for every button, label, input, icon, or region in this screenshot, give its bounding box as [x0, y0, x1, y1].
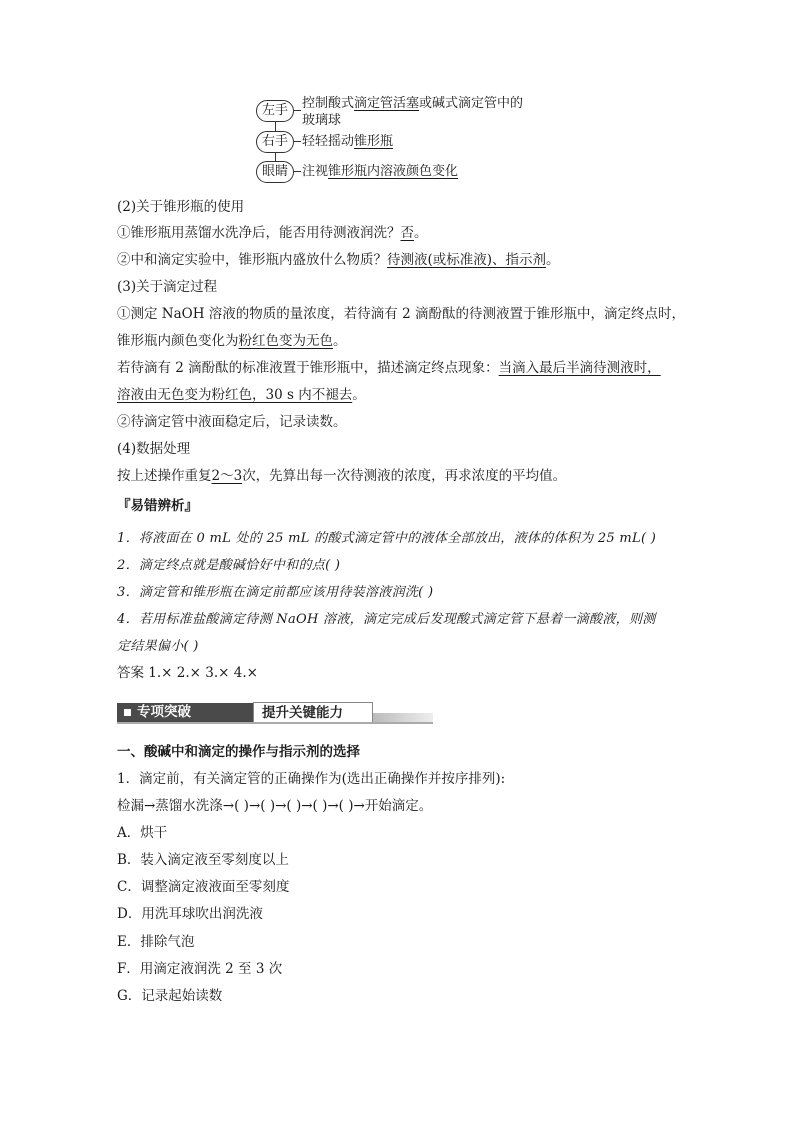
- dash-right-hand: [294, 141, 301, 142]
- square-bullet-icon: [124, 709, 131, 716]
- left-hand-desc-line2: 玻璃球: [302, 113, 342, 128]
- error-item-4: 4．若用标准盐酸滴定待测 NaOH 溶液，滴定完成后发现酸式滴定管下悬着一滴酸液，则测: [117, 612, 656, 627]
- question-1-sequence: 检漏→蒸馏水洗涤→( )→( )→( )→( )→( )→开始滴定。: [117, 798, 433, 814]
- flask-q1: ①锥形瓶用蒸馏水洗净后，能否用待测液润洗？否。: [117, 225, 428, 241]
- flask-q2: ②中和滴定实验中，锥形瓶内盛放什么物质？待测液(或标准液)、指示剂。: [117, 252, 560, 268]
- eyes-desc: 注视锥形瓶内溶液颜色变化: [302, 164, 459, 179]
- process-line-4: 溶液由无色变为粉红色，30 s 内不褪去。: [117, 387, 366, 403]
- option-g: G．记录起始读数: [117, 988, 223, 1004]
- dash-eyes: [294, 171, 301, 172]
- bracket-open: 『: [117, 498, 131, 514]
- banner-light-label: 提升关键能力: [262, 705, 343, 721]
- subheading-data-processing: (4)数据处理: [117, 441, 191, 457]
- left-hand-desc: 控制酸式滴定管活塞或碱式滴定管中的: [302, 96, 524, 111]
- answer-line: 答案 1.× 2.× 3.× 4.×: [117, 665, 258, 681]
- option-c: C．调整滴定液液面至零刻度: [117, 879, 290, 895]
- section-heading: 一、酸碱中和滴定的操作与指示剂的选择: [117, 744, 360, 760]
- data-line: 按上述操作重复2～3次，先算出每一次待测液的浓度，再求浓度的平均值。: [117, 468, 567, 484]
- option-f: F．用滴定液润洗 2 至 3 次: [117, 961, 283, 977]
- node-right-hand: 右手: [256, 131, 294, 153]
- question-1: 1．滴定前，有关滴定管的正确操作为(选出正确操作并按序排列):: [117, 771, 506, 787]
- subheading-flask-use: (2)关于锥形瓶的使用: [117, 199, 245, 215]
- right-hand-desc: 轻轻摇动锥形瓶: [302, 134, 394, 149]
- dash-left-hand: [294, 110, 301, 111]
- section-banner: [117, 702, 433, 724]
- node-eyes: 眼睛: [256, 161, 294, 183]
- banner-dark-tab: [117, 703, 253, 722]
- process-line-1: ①测定 NaOH 溶液的物质的量浓度，若待滴有 2 滴酚酞的待测液置于锥形瓶中，滴定终点时，: [117, 306, 685, 322]
- subheading-titration-process: (3)关于滴定过程: [117, 279, 218, 295]
- process-line-5: ②待滴定管中液面稳定后，记录读数。: [117, 414, 347, 430]
- error-item-3: 3．滴定管和锥形瓶在滴定前都应该用待装溶液润洗( ): [117, 585, 434, 600]
- banner-dark-label: 专项突破: [137, 704, 191, 720]
- node-left-hand: 左手: [256, 100, 294, 122]
- bracket-close: 』: [184, 498, 198, 514]
- error-item-2: 2．滴定终点就是酸碱恰好中和的点( ): [117, 558, 341, 573]
- process-line-2: 锥形瓶内颜色变化为粉红色变为无色。: [117, 333, 347, 349]
- banner-baseline: [117, 722, 433, 724]
- option-b: B．装入滴定液至零刻度以上: [117, 852, 289, 868]
- option-a: A．烘干: [117, 825, 168, 841]
- option-e: E．排除气泡: [117, 934, 195, 950]
- option-d: D．用洗耳球吹出润洗液: [117, 906, 263, 922]
- error-item-1: 1．将液面在 0 mL 处的 25 mL 的酸式滴定管中的液体全部放出，液体的体积为 25 mL( ): [117, 531, 657, 546]
- error-analysis-heading: 『易错辨析』: [117, 498, 198, 514]
- error-item-4-cont: 定结果偏小( ): [117, 639, 199, 654]
- process-line-3: 若待滴有 2 滴酚酞的标准液置于锥形瓶中，描述滴定终点现象：当滴入最后半滴待测液时，: [117, 360, 661, 376]
- banner-light-tab: [253, 702, 373, 723]
